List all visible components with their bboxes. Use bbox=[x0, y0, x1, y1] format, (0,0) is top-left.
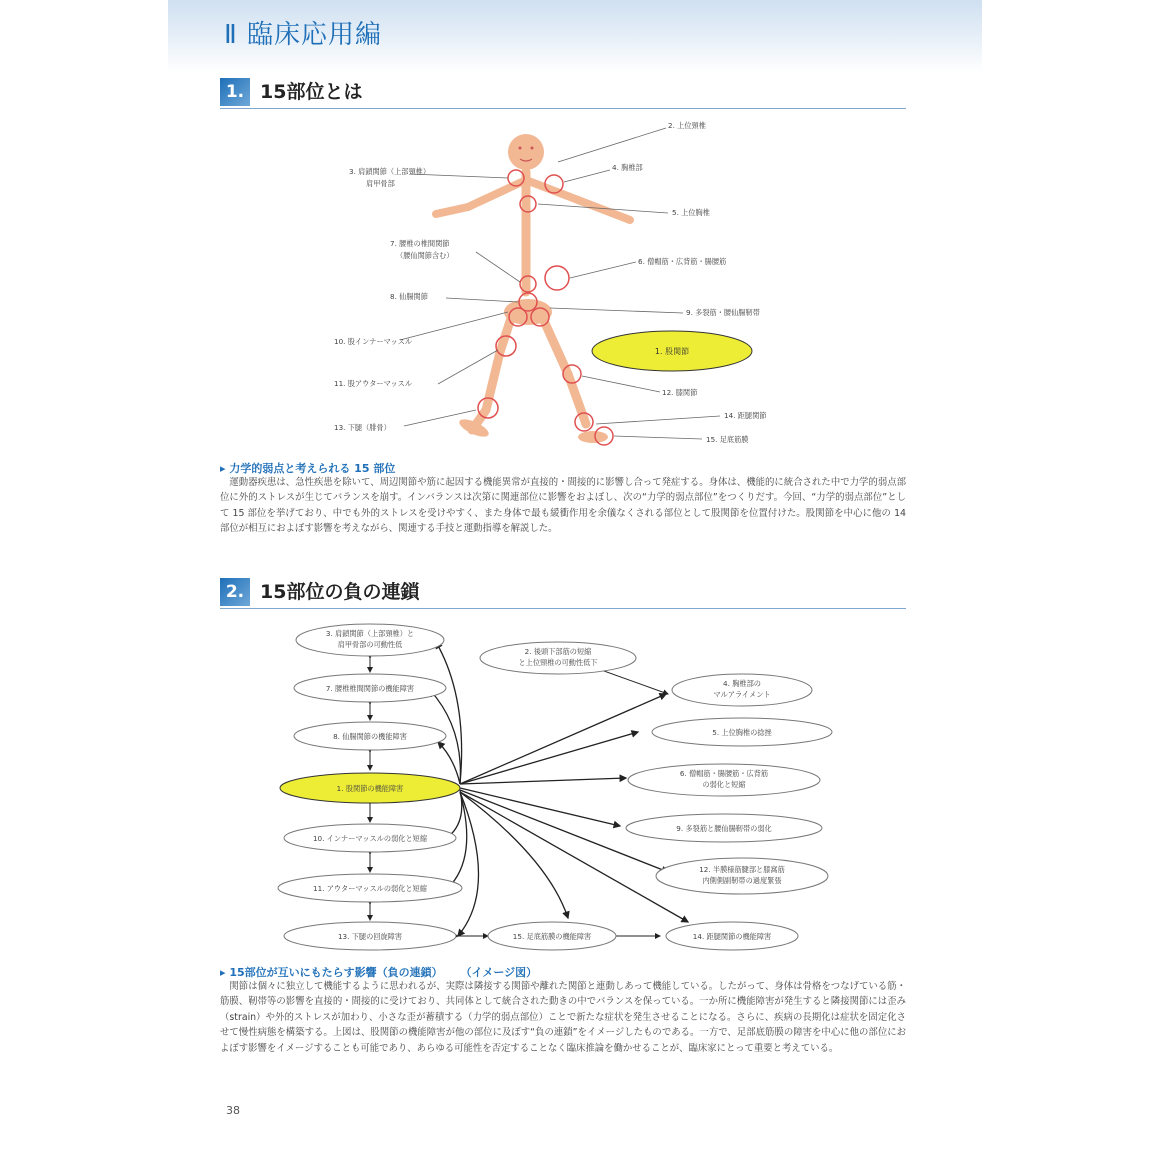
node-12b: 内側側副靭帯の過度緊張 bbox=[702, 876, 782, 885]
chapter-banner bbox=[168, 0, 982, 72]
node-14: 14. 距腿関節の機能障害 bbox=[692, 932, 772, 941]
label-13: 13. 下腿（腓骨） bbox=[334, 423, 391, 432]
section-2-subheading bbox=[220, 964, 537, 980]
node-6b: の弱化と短縮 bbox=[702, 780, 746, 789]
node-12a: 12. 半膜様筋腱部と膝窩筋 bbox=[699, 865, 785, 874]
label-9: 9. 多裂筋・腰仙腸靭帯 bbox=[686, 308, 760, 317]
section-1-paragraph: 運動器疾患は、急性疾患を除いて、周辺関節や筋に起因する機能異常が直接的・間接的に影響し合って発症する。身体は、機能的に統合された中で力学的弱点部位に外的ストレスが生じてバランスを崩す。インバランスは次第に関連部位に影響をおよぼし、次の“力学的弱点部位”をつくりだす。今回、“力学的弱点部位”として 15 部位を挙げており、中でも外的ストレスを受けやすく、また身体で最も緩衝作用を余儀なくされる部位として股関節を位置付けた。股関節を中心に他の 14 部位が相互におよぼす影響を考えながら、関連する手技と運動指導を解説した。 bbox=[220, 477, 906, 535]
label-14: 14. 距腿関節 bbox=[724, 411, 767, 420]
chapter-title: Ⅱ 臨床応用編 bbox=[224, 20, 383, 50]
label-5: 5. 上位胸椎 bbox=[672, 208, 710, 217]
section-1-subheading: ▸ 力学的弱点と考えられる 15 部位 bbox=[220, 462, 396, 475]
node-13: 13. 下腿の回旋障害 bbox=[337, 932, 403, 941]
section-2-subheading-main: ▸ 15部位が互いにもたらす影響（負の連鎖） bbox=[220, 966, 443, 979]
label-8: 8. 仙腸関節 bbox=[390, 292, 428, 301]
node-11: 11. アウターマッスルの弱化と短縮 bbox=[313, 884, 427, 893]
node-6a: 6. 僧帽筋・腸腰筋・広背筋 bbox=[679, 769, 769, 778]
label-2: 2. 上位頸椎 bbox=[668, 121, 706, 130]
label-hip: 1. 股関節 bbox=[654, 347, 690, 356]
node-3b: 肩甲骨部の可動性低 bbox=[337, 640, 403, 649]
node-3a: 3. 肩鎖関節（上部頸椎）と bbox=[325, 629, 415, 638]
label-15: 15. 足底筋膜 bbox=[706, 435, 749, 444]
section-1-title: 15部位とは bbox=[260, 81, 363, 103]
label-3b: 肩甲骨部 bbox=[366, 179, 395, 188]
label-12: 12. 膝関節 bbox=[662, 388, 698, 397]
section-2-paragraph: 関節は個々に独立して機能するように思われるが、実際は隣接する関節や離れた関節と連動しあって機能している。したがって、身体は骨格をつなげている筋・筋膜、靭帯等の影響を直接的・間接的に受けており、共同体として統合された動きの中でバランスを保っている。一か所に機能障害が発生すると隣接関節には歪み（strain）や外的ストレスが加わり、小さな歪が蓄積する（力学的弱点部位）ことで新たな症状を発生させることになる。さらに、疾病の長期化は症状を固定化させて慢性病態を構築する。上図は、股関節の機能障害が他の部位に及ぼす“負の連鎖”をイメージしたものである。一方で、足部底筋膜の障害を中心に他の部位におよぼす影響をイメージすることも可能であり、あらゆる可能性を否定することなく臨床推論を働かせることが、臨床家にとって重要と考えている。 bbox=[220, 981, 906, 1054]
section-2-header bbox=[220, 578, 906, 609]
body-figure-diagram bbox=[168, 112, 982, 452]
node-15: 15. 足底筋膜の機能障害 bbox=[512, 932, 592, 941]
label-7a: 7. 腰椎の椎間関節 bbox=[390, 239, 450, 248]
label-10: 10. 股インナーマッスル bbox=[334, 337, 413, 346]
label-6: 6. 僧帽筋・広背筋・腸腰筋 bbox=[638, 257, 727, 266]
head bbox=[508, 134, 544, 170]
label-11: 11. 股アウターマッスル bbox=[334, 379, 413, 388]
section-2-title: 15部位の負の連鎖 bbox=[260, 581, 420, 603]
page bbox=[168, 0, 982, 1150]
node-2a: 2. 後頭下部筋の短縮 bbox=[524, 647, 592, 656]
node-4b: マルアライメント bbox=[713, 690, 771, 699]
negative-chain-diagram bbox=[168, 618, 982, 954]
page-number: 38 bbox=[226, 1104, 240, 1117]
node-4a: 4. 胸椎部の bbox=[723, 679, 761, 688]
label-3a: 3. 肩鎖関節（上部頸椎） bbox=[349, 167, 431, 176]
label-7b: （腰仙関節含む） bbox=[396, 251, 454, 260]
section-1-number: 1. bbox=[220, 78, 250, 106]
node-2b: と上位頸椎の可動性低下 bbox=[518, 658, 598, 667]
node-9: 9. 多裂筋と腰仙腸靭帯の弱化 bbox=[676, 824, 772, 833]
node-1: 1. 股関節の機能障害 bbox=[336, 784, 404, 793]
node-7: 7. 腰椎椎間関節の機能障害 bbox=[325, 684, 415, 693]
section-2-subheading-note: （イメージ図） bbox=[460, 966, 538, 979]
node-10: 10. インナーマッスルの弱化と短縮 bbox=[312, 834, 428, 843]
label-4: 4. 胸椎部 bbox=[612, 163, 643, 172]
node-5: 5. 上位胸椎の捻挫 bbox=[712, 728, 772, 737]
node-8: 8. 仙腸関節の機能障害 bbox=[333, 732, 407, 741]
section-2-number: 2. bbox=[220, 578, 250, 606]
right-foot bbox=[578, 431, 608, 443]
section-1-header bbox=[220, 78, 906, 109]
